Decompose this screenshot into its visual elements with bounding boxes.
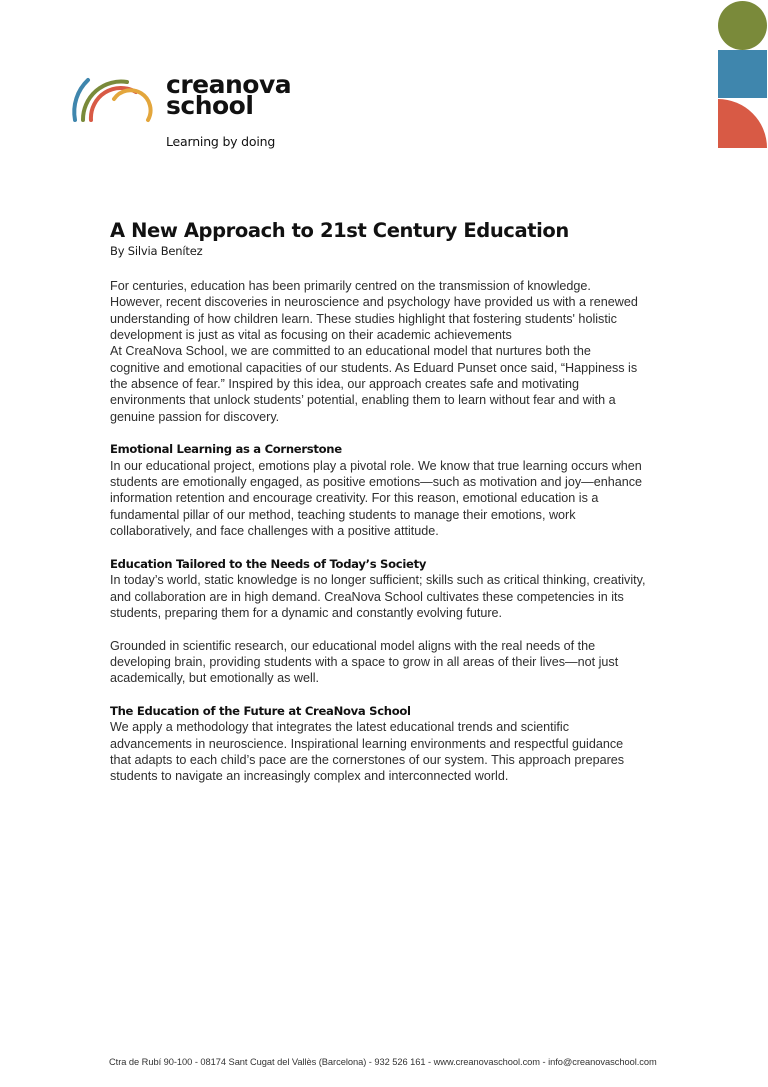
section-education-future bbox=[110, 703, 670, 785]
text-line: genuine passion for discovery. bbox=[110, 409, 280, 424]
spacer bbox=[110, 621, 670, 637]
section-paragraph bbox=[110, 719, 670, 784]
text-line: the absence of fear.” Inspired by this idea, our approach creates safe and motivating bbox=[110, 377, 580, 392]
spacer bbox=[110, 425, 670, 441]
text-line: that adapts to each child’s pace are the cornerstones of our system. This approach prepares bbox=[110, 752, 625, 767]
article-byline: By Silvia Benítez bbox=[110, 244, 203, 258]
text-line: Grounded in scientific research, our educational model aligns with the real needs of the bbox=[110, 638, 596, 653]
spacer bbox=[110, 687, 670, 703]
text-line: developing brain, providing students with a space to grow in all areas of their lives—not just bbox=[110, 654, 619, 669]
text-line: In today’s world, static knowledge is no longer sufficient; skills such as critical thinking, creativity, bbox=[110, 573, 646, 588]
section-heading: Emotional Learning as a Cornerstone bbox=[110, 442, 342, 457]
text-line: At CreaNova School, we are committed to an educational model that nurtures both the bbox=[110, 344, 591, 359]
blue-square-decoration bbox=[718, 50, 767, 98]
text-line: However, recent discoveries in neuroscience and psychology have provided us with a renewed bbox=[110, 295, 638, 310]
rainbow-arcs-icon bbox=[70, 72, 154, 124]
text-line: understanding of how children learn. These studies highlight that fostering students' holistic bbox=[110, 311, 617, 326]
spacer bbox=[110, 540, 670, 556]
section-paragraph bbox=[110, 458, 670, 540]
red-quarter-circle-decoration bbox=[718, 99, 767, 148]
text-line: students are emotionally engaged, as positive emotions—such as motivation and joy—enhance bbox=[110, 475, 643, 490]
green-circle-decoration bbox=[718, 1, 767, 50]
text-line: advancements in neuroscience. Inspirational learning environments and respectful guidance bbox=[110, 736, 624, 751]
text-line: We apply a methodology that integrates the latest educational trends and scientific bbox=[110, 720, 570, 735]
section-emotional-learning bbox=[110, 441, 670, 539]
text-line: cognitive and emotional capacities of our students. As Eduard Punset once said, “Happiness is bbox=[110, 360, 638, 375]
article bbox=[110, 218, 670, 785]
section-todays-society bbox=[110, 556, 670, 687]
logo-wordmark-line2: school bbox=[166, 91, 254, 120]
footer-contact-info: Ctra de Rubí 90-100 - 08174 Sant Cugat del Vallès (Barcelona) - 932 526 161 - www.creanovaschool.com - info@creanovaschool.com bbox=[109, 1057, 657, 1067]
logo-tagline: Learning by doing bbox=[166, 134, 276, 149]
text-line: information retention and encourage creativity. For this reason, emotional education is a bbox=[110, 491, 599, 506]
text-line: academically, but emotionally as well. bbox=[110, 671, 320, 686]
intro-paragraph bbox=[110, 278, 670, 425]
text-line: students, preparing them for a dynamic and constantly evolving future. bbox=[110, 605, 503, 620]
section-heading: Education Tailored to the Needs of Today’s Society bbox=[110, 556, 427, 571]
section-paragraph bbox=[110, 572, 670, 621]
logo-wordmark-line1: creanova bbox=[166, 70, 292, 99]
text-line: collaboratively, and face challenges with a positive attitude. bbox=[110, 524, 439, 539]
text-line: In our educational project, emotions play a pivotal role. We know that true learning occurs when bbox=[110, 458, 642, 473]
logo-wordmark bbox=[166, 70, 292, 120]
section-heading: The Education of the Future at CreaNova School bbox=[110, 703, 411, 718]
school-logo bbox=[70, 72, 310, 152]
text-line: students to navigate an increasingly complex and interconnected world. bbox=[110, 769, 509, 784]
article-title: A New Approach to 21st Century Education bbox=[110, 219, 569, 242]
text-line: For centuries, education has been primarily centred on the transmission of knowledge. bbox=[110, 279, 591, 293]
text-line: and collaboration are in high demand. CreaNova School cultivates these competencies in its bbox=[110, 589, 624, 604]
text-line: development is just as vital as focusing on their academic achievements bbox=[110, 328, 512, 343]
text-line: environments that unlock students’ potential, enabling them to learn without fear and with a bbox=[110, 393, 616, 408]
text-line: fundamental pillar of our method, teaching students to manage their emotions, work bbox=[110, 507, 576, 522]
section-paragraph bbox=[110, 638, 670, 687]
